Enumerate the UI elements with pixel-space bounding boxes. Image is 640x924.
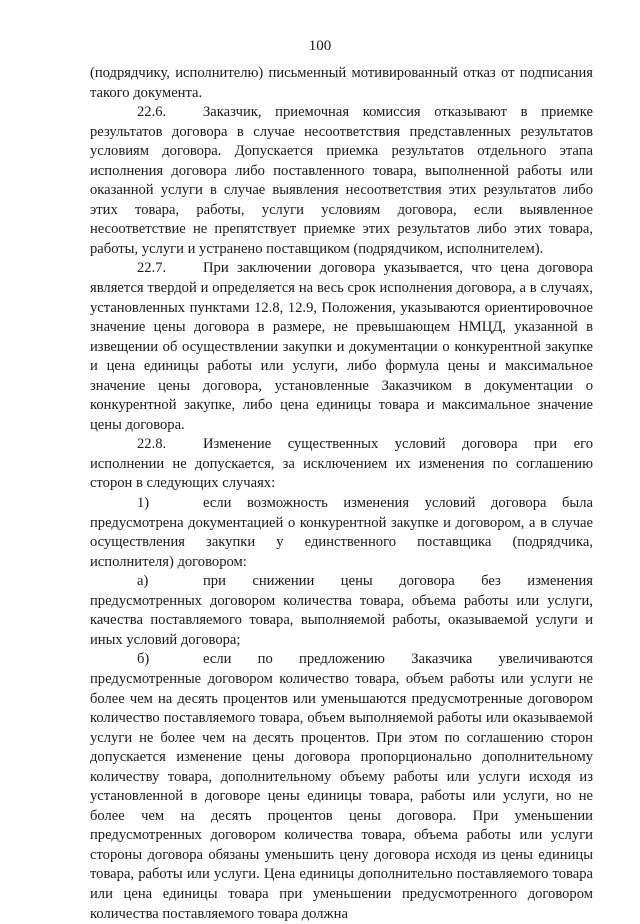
paragraph-text: если по предложению Заказчика увеличиваются предусмотренные договором количество товара, объем работы или услуги не более чем на десять процентов или уменьшаются предусмотренные договором количество поставляемого товара, объем выполняемой работы или оказываемой услуги не более чем на десять процентов. При этом по соглашению сторон допускается изменение цены договора пропорционально дополнительному количеству товара, дополнительному объему работы или услуги исходя из установленной в договоре цены единицы товара, работы или услуги, но не более чем на десять процентов цены договора. При уменьшении предусмотренных договором количества товара, объема работы или услуги стороны договора обязаны уменьшить цену договора исходя из цены единицы товара, работы или услуги. Цена единицы дополнительно поставляемого товара или цена единицы товара при уменьшении предусмотренного договором количества поставляемого товара должна (90, 651, 593, 922)
paragraph-text: при снижении цены договора без изменения предусмотренных договором количества товара, объема работы или услуги, качества поставляемого товара, выполняемой работы, оказываемой услуги и иных условий договора; (90, 573, 593, 648)
document-body (90, 64, 593, 924)
paragraph-22-8 (90, 435, 593, 494)
paragraph-number: 22.6. (137, 104, 167, 121)
paragraph-22-6 (90, 103, 593, 259)
paragraph-number: а) (137, 573, 149, 590)
paragraph-number: 1) (137, 495, 150, 512)
paragraph-number: 22.7. (137, 260, 167, 277)
paragraph-22-7 (90, 259, 593, 435)
paragraph-continuation (90, 64, 593, 103)
paragraph-number: 22.8. (137, 436, 167, 453)
paragraph-item-1 (90, 494, 593, 572)
paragraph-text: Изменение существенных условий договора при его исполнении не допускается, за исключением их изменения по соглашению сторон в следующих случаях: (90, 436, 593, 492)
paragraph-text: если возможность изменения условий договора была предусмотрена документацией о конкурентной закупке и договором, а в случае осуществления закупки у единственного поставщика (подрядчика, исполнителя) договором: (90, 495, 593, 570)
paragraph-item-a (90, 572, 593, 650)
page-number: 100 (308, 38, 332, 54)
paragraph-item-b (90, 650, 593, 924)
paragraph-text: При заключении договора указывается, что цена договора является твердой и определяется на весь срок исполнения договора, а в случаях, установленных пунктами 12.8, 12.9, Положения, указываются ориентировочное значение цены договора в размере, не превышающем НМЦД, указанной в извещении об осуществлении закупки и документации о конкурентной закупке и цена единицы работы или услуги, либо формула цены и максимальное значение цены договора, установленные Заказчиком в документации о конкурентной закупке, либо цена единицы товара и максимальное значение цены договора. (90, 260, 593, 433)
paragraph-text: (подрядчику, исполнителю) письменный мотивированный отказ от подписания такого документа. (90, 65, 593, 101)
paragraph-number: б) (137, 651, 150, 668)
paragraph-text: Заказчик, приемочная комиссия отказывают в приемке результатов договора в случае несоответствия представленных результатов условиям договора. Допускается приемка результатов отдельного этапа исполнения договора либо поставленного товара, выполненной работы или оказанной услуги в случае выявления несоответствия этих результатов либо этих товара, работы, услуги условиям договора, если выявленное несоответствие не препятствует приемке этих результатов либо этих товара, работы, услуги и устранено поставщиком (подрядчиком, исполнителем). (90, 104, 593, 257)
